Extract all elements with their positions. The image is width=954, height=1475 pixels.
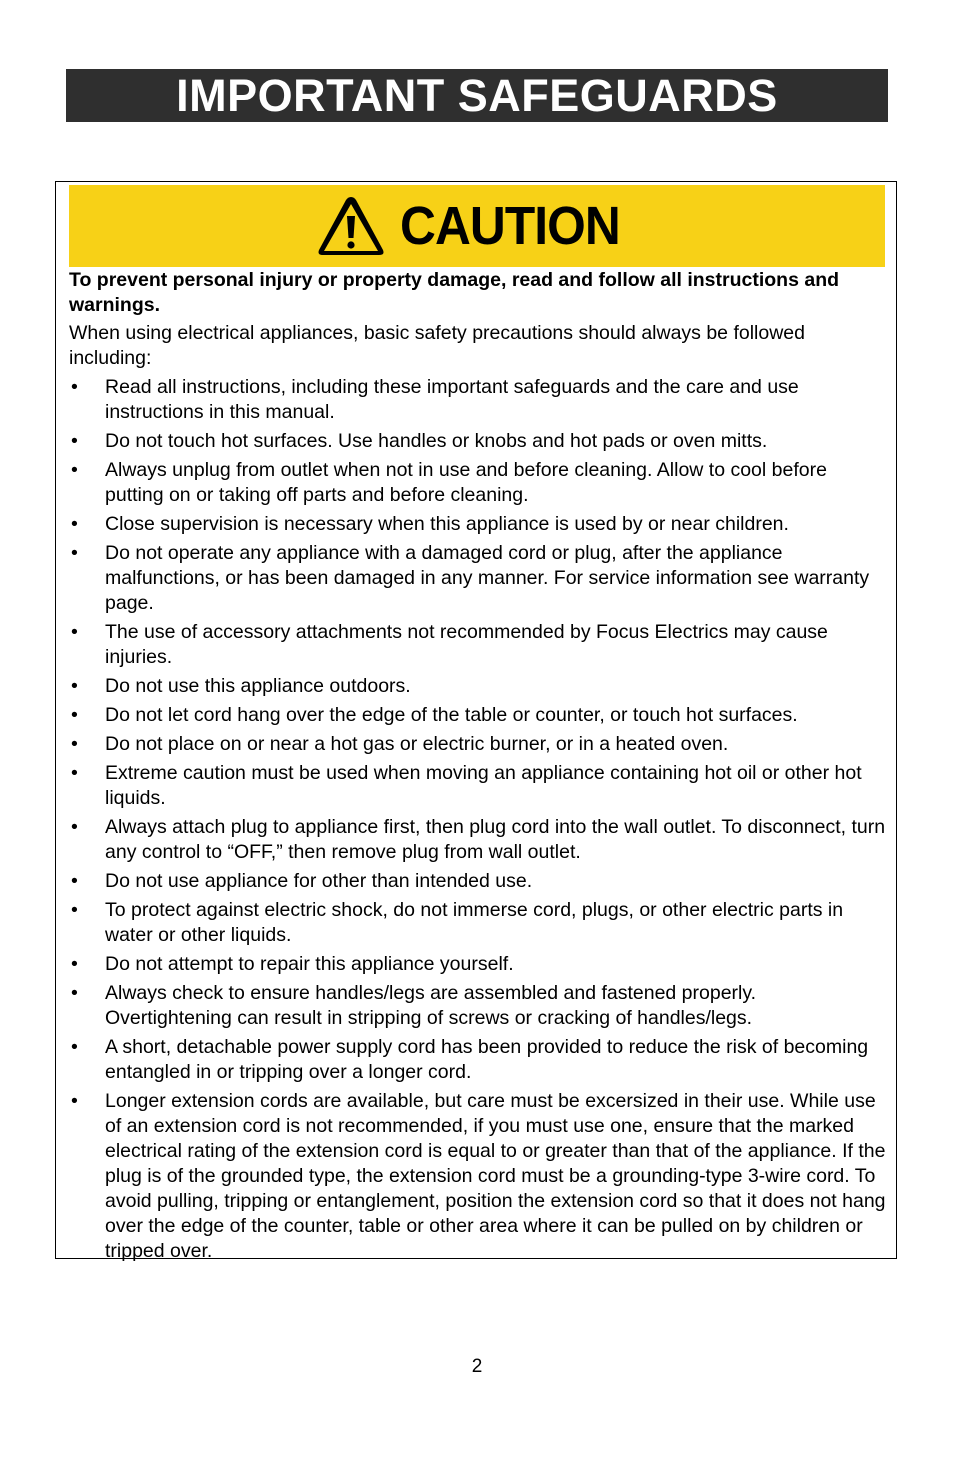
list-item-text: Do not place on or near a hot gas or electric burner, or in a heated oven. <box>105 733 729 755</box>
list-item <box>69 761 887 811</box>
bullet-icon: • <box>71 675 78 697</box>
caution-label: CAUTION <box>399 196 620 256</box>
list-item <box>69 732 887 757</box>
list-item-text: Do not use this appliance outdoors. <box>105 675 411 697</box>
list-item <box>69 1035 887 1085</box>
list-item <box>69 620 887 670</box>
bullet-icon: • <box>71 1036 78 1058</box>
safeguards-content <box>69 268 887 1268</box>
list-item <box>69 458 887 508</box>
list-item-text: Always unplug from outlet when not in use and before cleaning. Allow to cool before putting on or taking off parts and before cleaning. <box>105 459 827 506</box>
bullet-icon: • <box>71 816 78 838</box>
bullet-icon: • <box>71 542 78 564</box>
list-item <box>69 869 887 894</box>
list-item <box>69 429 887 454</box>
bullet-icon: • <box>71 621 78 643</box>
caution-banner <box>69 185 885 267</box>
list-item <box>69 981 887 1031</box>
list-item <box>69 512 887 537</box>
bullet-icon: • <box>71 870 78 892</box>
list-item <box>69 541 887 616</box>
bullet-icon: • <box>71 733 78 755</box>
list-item-text: Longer extension cords are available, but care must be excersized in their use. While use of an extension cord is not recommended, if you must use one, ensure that the marked electrical rating of the extension cord is equal to or greater than that of the appliance. If the plug is of the grounded type, the extension cord must be a grounding-type 3-wire cord. To avoid pulling, tripping or entanglement, position the extension cord so that it does not hang over the edge of the counter, table or other area where it can be pulled on by children or tripped over. <box>105 1090 886 1262</box>
bullet-icon: • <box>71 953 78 975</box>
page-title-bar <box>66 69 888 122</box>
list-item-text: Do not operate any appliance with a damaged cord or plug, after the appliance malfunctions, or has been damaged in any manner. For service information see warranty page. <box>105 542 870 614</box>
intro-text: When using electrical appliances, basic safety precautions should always be followed including: <box>69 322 805 369</box>
bullet-icon: • <box>71 1090 78 1112</box>
list-item-text: The use of accessory attachments not recommended by Focus Electrics may cause injuries. <box>105 621 828 668</box>
list-item <box>69 1089 887 1264</box>
safeguards-list <box>69 375 887 1264</box>
list-item-text: Do not use appliance for other than intended use. <box>105 870 533 892</box>
list-item-text: Do not let cord hang over the edge of the table or counter, or touch hot surfaces. <box>105 704 798 726</box>
list-item-text: A short, detachable power supply cord has been provided to reduce the risk of becoming entangled in or tripping over a longer cord. <box>105 1036 869 1083</box>
bullet-icon: • <box>71 459 78 481</box>
list-item-text: Close supervision is necessary when this appliance is used by or near children. <box>105 513 789 535</box>
list-item <box>69 815 887 865</box>
bullet-icon: • <box>71 430 78 452</box>
warning-triangle-icon <box>316 194 386 258</box>
bullet-icon: • <box>71 762 78 784</box>
intro-warning: To prevent personal injury or property damage, read and follow all instructions and warnings. <box>69 269 840 316</box>
list-item-text: Always attach plug to appliance first, then plug cord into the wall outlet. To disconnect, turn any control to “OFF,” then remove plug from wall outlet. <box>105 816 886 863</box>
list-item <box>69 898 887 948</box>
safeguards-box <box>55 181 897 1262</box>
list-item-text: Read all instructions, including these important safeguards and the care and use instructions in this manual. <box>105 376 799 423</box>
list-item-text: Do not attempt to repair this appliance yourself. <box>105 953 514 975</box>
list-item-text: Extreme caution must be used when moving an appliance containing hot oil or other hot liquids. <box>105 762 862 809</box>
list-item <box>69 703 887 728</box>
bullet-icon: • <box>71 899 78 921</box>
bullet-icon: • <box>71 513 78 535</box>
list-item <box>69 674 887 699</box>
list-item <box>69 375 887 425</box>
bullet-icon: • <box>71 704 78 726</box>
page-title: IMPORTANT SAFEGUARDS <box>176 70 778 121</box>
list-item <box>69 952 887 977</box>
page-number: 2 <box>471 1356 483 1377</box>
list-item-text: Always check to ensure handles/legs are assembled and fastened properly. Overtightening can result in stripping of screws or cracking of handles/legs. <box>105 982 757 1029</box>
bullet-icon: • <box>71 376 78 398</box>
bullet-icon: • <box>71 982 78 1004</box>
list-item-text: To protect against electric shock, do not immerse cord, plugs, or other electric parts in water or other liquids. <box>105 899 844 946</box>
list-item-text: Do not touch hot surfaces. Use handles or knobs and hot pads or oven mitts. <box>105 430 768 452</box>
